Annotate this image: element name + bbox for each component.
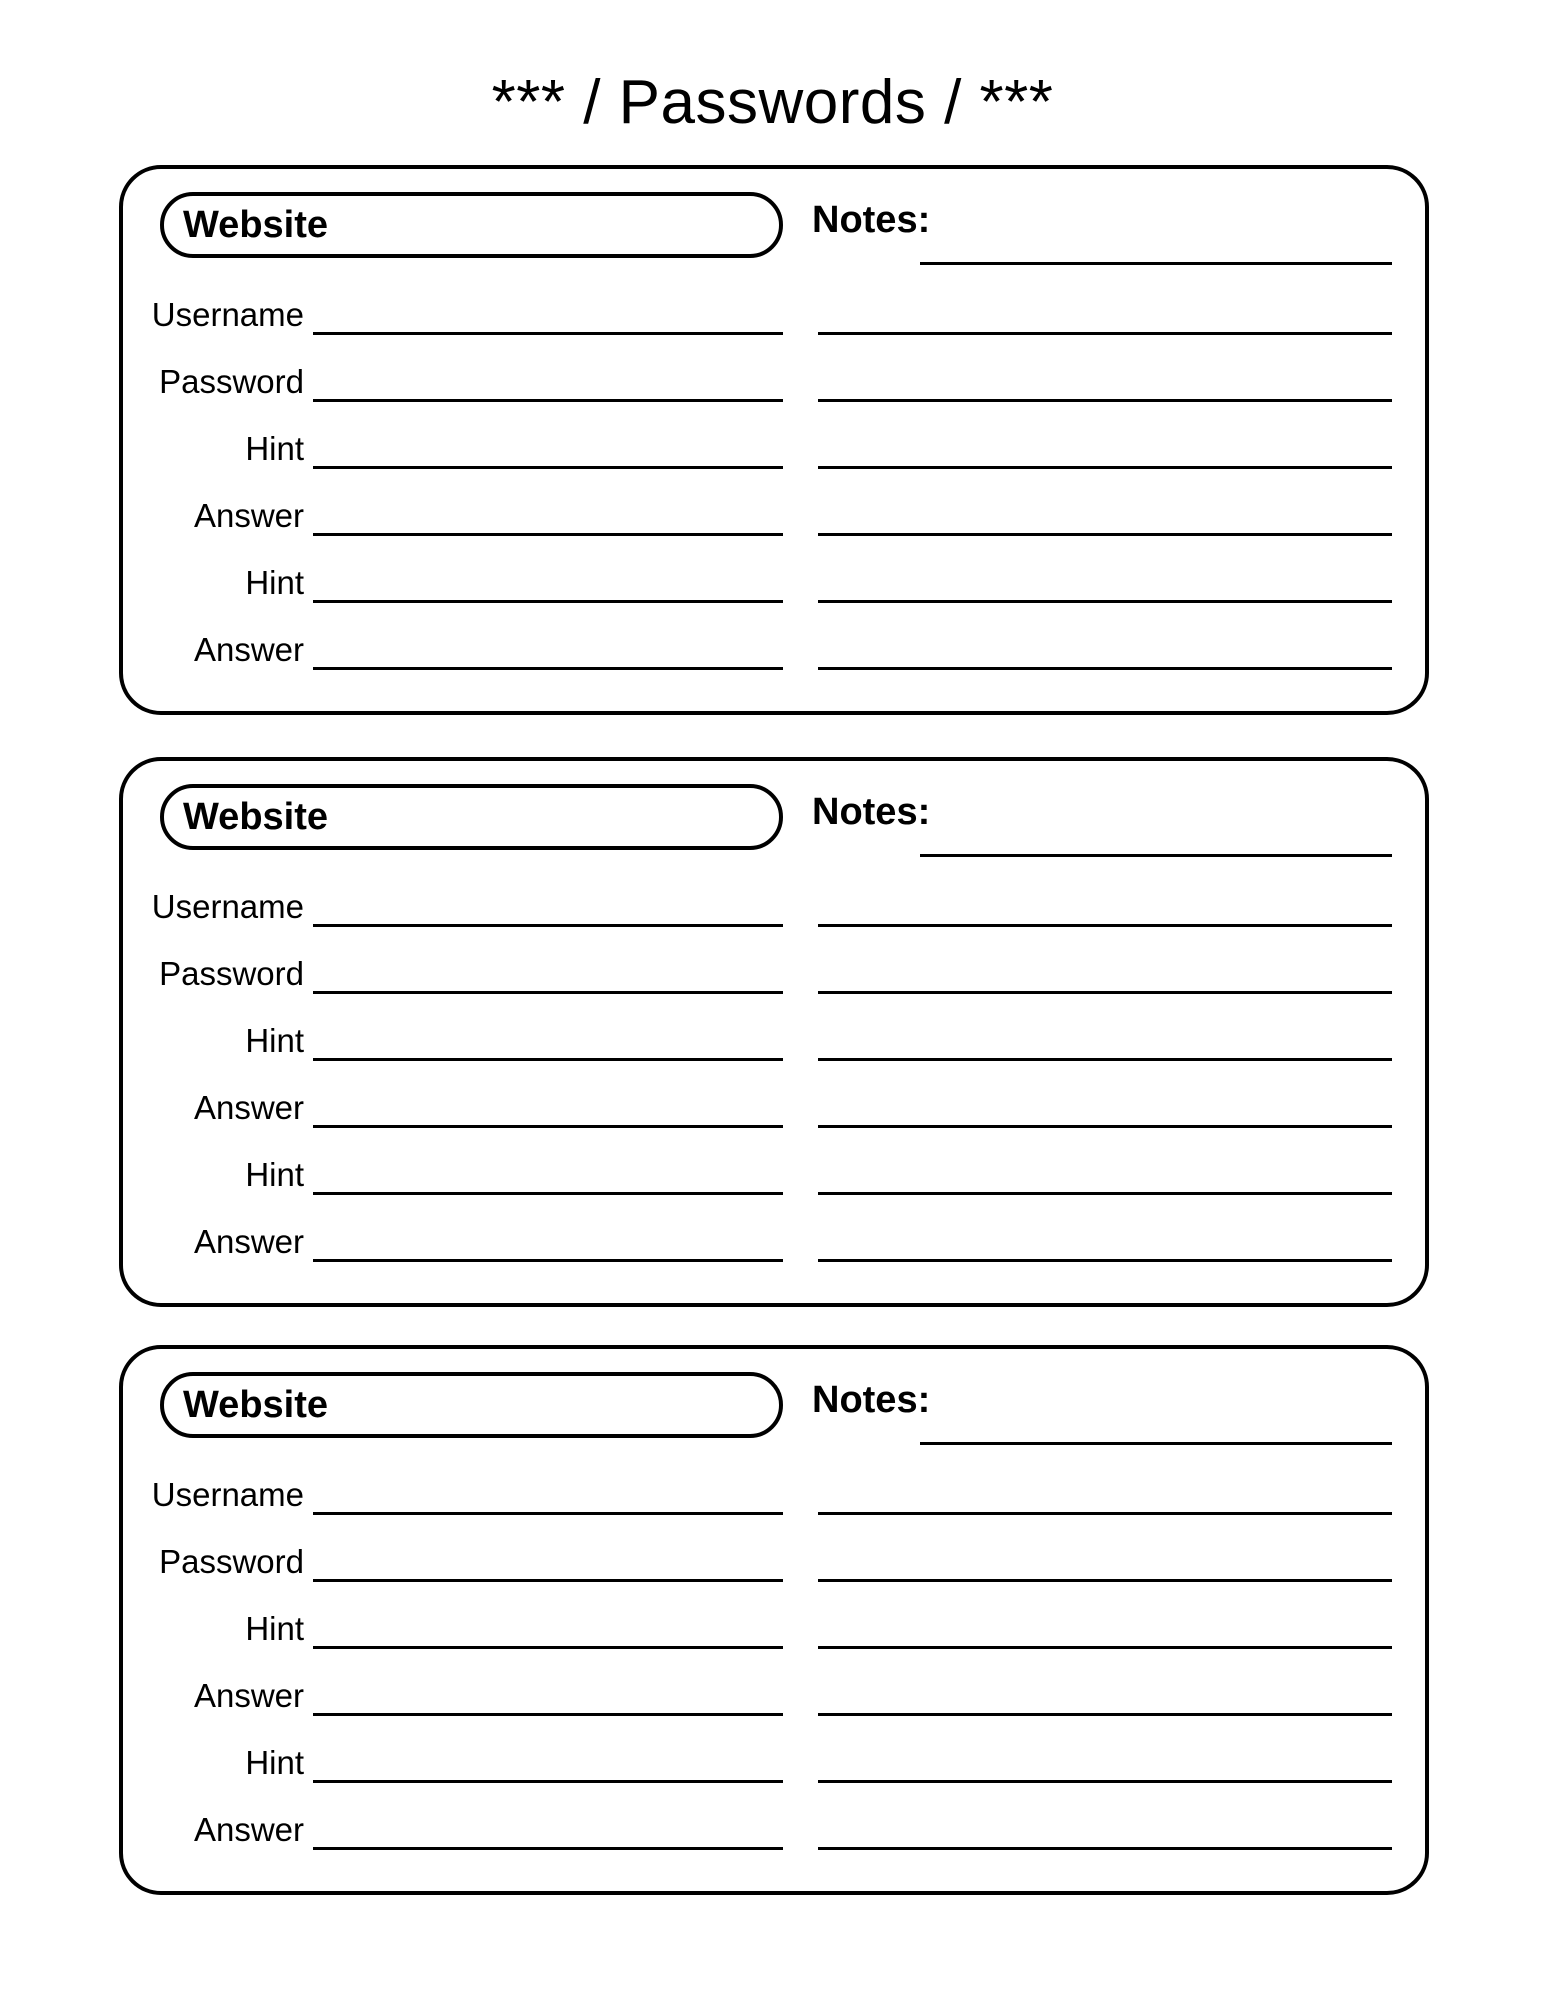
field-label: Answer	[193, 1089, 304, 1126]
field-label: Username	[151, 1476, 304, 1513]
field-label: Answer	[193, 1811, 304, 1848]
field-write-line	[313, 667, 783, 670]
field-label: Password	[159, 1543, 304, 1580]
field-label: Hint	[245, 564, 304, 601]
field-label: Answer	[193, 1677, 304, 1714]
field-write-line	[313, 332, 783, 335]
page-title: *** / Passwords / ***	[491, 68, 1054, 137]
password-card	[119, 757, 1429, 1307]
field-label: Username	[151, 888, 304, 925]
field-label: Hint	[245, 1156, 304, 1193]
notes-extra-line	[818, 399, 1392, 402]
website-field-pill	[160, 192, 783, 258]
notes-extra-line	[818, 991, 1392, 994]
password-card	[119, 1345, 1429, 1895]
notes-label: Notes:	[812, 199, 931, 241]
notes-extra-line	[818, 1259, 1392, 1262]
notes-extra-line	[818, 1192, 1392, 1195]
notes-write-line	[920, 1442, 1392, 1445]
website-field-pill	[160, 1372, 783, 1438]
field-write-line	[313, 1512, 783, 1515]
field-write-line	[313, 600, 783, 603]
field-write-line	[313, 1125, 783, 1128]
notes-extra-line	[818, 1646, 1392, 1649]
notes-extra-line	[818, 600, 1392, 603]
field-label: Answer	[193, 631, 304, 668]
notes-extra-line	[818, 1847, 1392, 1850]
field-label: Username	[151, 296, 304, 333]
field-write-line	[313, 1192, 783, 1195]
notes-extra-line	[818, 332, 1392, 335]
notes-label: Notes:	[812, 1379, 931, 1421]
notes-extra-line	[818, 1125, 1392, 1128]
field-label: Hint	[245, 430, 304, 467]
notes-extra-line	[818, 1579, 1392, 1582]
website-label: Website	[183, 795, 329, 838]
notes-extra-line	[818, 924, 1392, 927]
field-label: Hint	[245, 1610, 304, 1647]
field-write-line	[313, 399, 783, 402]
field-write-line	[313, 924, 783, 927]
notes-write-line	[920, 854, 1392, 857]
notes-extra-line	[818, 466, 1392, 469]
field-label: Password	[159, 955, 304, 992]
notes-extra-line	[818, 1780, 1392, 1783]
notes-extra-line	[818, 1058, 1392, 1061]
website-field-pill	[160, 784, 783, 850]
field-write-line	[313, 1847, 783, 1850]
field-label: Answer	[193, 497, 304, 534]
field-write-line	[313, 1780, 783, 1783]
notes-extra-line	[818, 1713, 1392, 1716]
notes-extra-line	[818, 667, 1392, 670]
website-label: Website	[183, 1383, 329, 1426]
field-write-line	[313, 533, 783, 536]
website-label: Website	[183, 203, 329, 246]
field-write-line	[313, 1058, 783, 1061]
notes-extra-line	[818, 533, 1392, 536]
field-write-line	[313, 1259, 783, 1262]
field-label: Hint	[245, 1744, 304, 1781]
field-label: Hint	[245, 1022, 304, 1059]
field-write-line	[313, 1713, 783, 1716]
field-label: Answer	[193, 1223, 304, 1260]
field-write-line	[313, 991, 783, 994]
field-label: Password	[159, 363, 304, 400]
field-write-line	[313, 466, 783, 469]
notes-write-line	[920, 262, 1392, 265]
field-write-line	[313, 1579, 783, 1582]
field-write-line	[313, 1646, 783, 1649]
notes-extra-line	[818, 1512, 1392, 1515]
notes-label: Notes:	[812, 791, 931, 833]
password-card	[119, 165, 1429, 715]
